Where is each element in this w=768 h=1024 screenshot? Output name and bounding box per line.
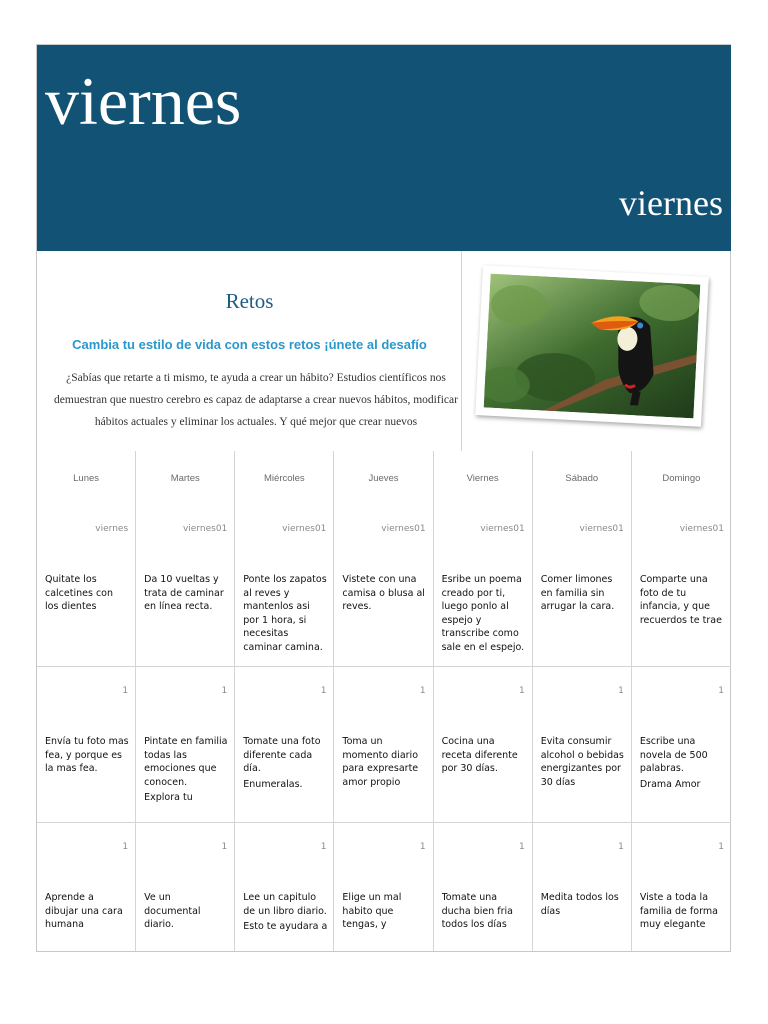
- calendar-cell[interactable]: [136, 451, 235, 666]
- header-subtitle: viernes: [619, 183, 723, 223]
- day-name: Domingo: [662, 473, 701, 484]
- day-number: viernes01: [579, 524, 624, 534]
- day-number: 1: [122, 842, 129, 852]
- challenge-text: [342, 735, 426, 819]
- challenge-text: [442, 891, 526, 949]
- challenge-text: [144, 891, 228, 949]
- day-number: 1: [221, 686, 228, 696]
- challenge-main: Pintate en familia todas las emociones que conocen.: [144, 736, 228, 788]
- day-number: 1: [320, 842, 327, 852]
- challenge-text: [45, 735, 129, 819]
- calendar-cell[interactable]: [533, 823, 632, 951]
- day-name: Viernes: [466, 473, 499, 484]
- photo-frame: [479, 271, 715, 431]
- challenge-text: [442, 735, 526, 819]
- day-name: Miércoles: [264, 473, 305, 484]
- calendar-cell[interactable]: [37, 823, 136, 951]
- challenge-text: [541, 573, 625, 665]
- challenge-main: Medita todos los días: [540, 892, 619, 917]
- challenge-text: [640, 891, 725, 949]
- challenge-main: Da 10 vueltas y trata de caminar en línea recta.: [144, 574, 224, 612]
- challenge-main: Viste a toda la familia de forma muy elegante: [639, 892, 718, 930]
- challenge-main: Toma un momento diario para expresarte amor propio: [342, 736, 419, 788]
- calendar-cell[interactable]: [632, 667, 731, 822]
- calendar-cell[interactable]: [434, 667, 533, 822]
- day-number: 1: [419, 842, 426, 852]
- day-number: viernes01: [679, 524, 724, 534]
- intro-title: Retos: [225, 289, 274, 313]
- challenge-main: Comer limones en familia sin arrugar la cara.: [540, 574, 615, 612]
- calendar-cell[interactable]: [37, 451, 136, 666]
- day-number: viernes01: [480, 524, 525, 534]
- day-number: 1: [320, 686, 327, 696]
- calendar-page: [36, 44, 731, 952]
- challenge-text: [144, 573, 228, 665]
- day-number: 1: [221, 842, 228, 852]
- challenge-text: [144, 735, 228, 819]
- header-title: viernes: [45, 63, 242, 139]
- calendar-cell[interactable]: [533, 451, 632, 666]
- intro-subtitle: Cambia tu estilo de vida con estos retos ¡únete al desafío: [72, 337, 427, 352]
- day-number: 1: [718, 686, 724, 696]
- day-number: 1: [419, 686, 426, 696]
- header-banner: [37, 45, 731, 251]
- challenge-main: Ponte los zapatos al reves y mantenlos asi por 1 hora, si necesitas caminar camina.: [243, 574, 327, 653]
- challenge-text: [442, 573, 526, 665]
- challenge-text: [243, 735, 327, 819]
- day-number: viernes01: [282, 524, 327, 534]
- calendar-cell[interactable]: [334, 823, 433, 951]
- challenge-main: Vistete con una camisa o blusa al reves.: [342, 574, 425, 612]
- calendar-cell[interactable]: [136, 667, 235, 822]
- intro-section: [37, 251, 462, 451]
- calendar-cell[interactable]: [632, 823, 731, 951]
- day-name: Lunes: [73, 473, 100, 484]
- challenge-main: Ve un documental diario.: [144, 892, 201, 930]
- challenge-main: Quitate los calcetines con los dientes: [45, 574, 114, 612]
- challenge-main: Escribe una novela de 500 palabras.: [639, 736, 708, 774]
- day-number: 1: [618, 686, 624, 696]
- toucan-photo: [475, 265, 709, 427]
- calendar-week-1: [37, 451, 731, 667]
- challenge-main: Elige un mal habito que tengas, y: [342, 892, 402, 930]
- challenge-extra: Esto te ayudara a: [243, 921, 328, 932]
- calendar-cell[interactable]: [334, 451, 433, 666]
- challenge-text: [45, 891, 129, 949]
- challenge-text: [45, 573, 129, 665]
- calendar-cell[interactable]: [533, 667, 632, 822]
- calendar-cell[interactable]: [334, 667, 433, 822]
- calendar-week-2: [37, 667, 731, 823]
- day-number: 1: [618, 842, 624, 852]
- challenge-text: [640, 573, 725, 665]
- day-name: Sábado: [565, 473, 599, 484]
- challenge-extra: Explora tu: [144, 792, 193, 803]
- challenge-main: Cocina una receta diferente por 30 días.: [441, 736, 518, 774]
- day-name: Martes: [170, 473, 200, 484]
- challenge-main: Tomate una foto diferente cada día.: [243, 736, 321, 774]
- toucan-image: [484, 274, 701, 419]
- challenge-main: Esribe un poema creado por ti, luego ponlo al espejo y transcribe como sale en el espejo.: [441, 574, 525, 653]
- day-number: 1: [518, 842, 525, 852]
- calendar-cell[interactable]: [632, 451, 731, 666]
- challenge-text: [640, 735, 725, 819]
- calendar-week-3: [37, 823, 731, 951]
- intro-body: ¿Sabías que retarte a ti mismo, te ayuda a crear un hábito? Estudios científicos nos demuestran que nuestro cerebro es capaz de adaptarse a crear nuevos hábitos, modificar hábitos actuales y eliminar los actuales. Y qué mejor que crear nuevos: [54, 372, 458, 428]
- challenge-main: Comparte una foto de tu infancia, y que recuerdos te trae: [639, 574, 722, 626]
- challenge-text: [342, 891, 426, 949]
- challenge-text: [541, 735, 625, 819]
- day-name: Jueves: [368, 473, 399, 484]
- calendar-cell[interactable]: [235, 823, 334, 951]
- calendar-cell[interactable]: [434, 451, 533, 666]
- challenge-text: [243, 891, 327, 949]
- day-number: viernes01: [381, 524, 426, 534]
- challenge-main: Envía tu foto mas fea, y porque es la mas fea.: [45, 736, 129, 774]
- challenge-extra: Drama Amor: [639, 778, 701, 790]
- calendar-cell[interactable]: [37, 667, 136, 822]
- day-number: viernes: [95, 524, 129, 534]
- challenge-main: Tomate una ducha bien fria todos los días: [441, 892, 513, 930]
- calendar-cell[interactable]: [235, 667, 334, 822]
- challenge-main: Evita consumir alcohol o bebidas energizantes por 30 días: [540, 736, 624, 788]
- challenge-extra: Enumeralas.: [243, 778, 303, 790]
- day-number: 1: [122, 686, 129, 696]
- calendar-cell[interactable]: [235, 451, 334, 666]
- challenge-main: Aprende a dibujar una cara humana: [45, 892, 123, 930]
- challenge-calendar: [37, 451, 731, 951]
- day-number: 1: [518, 686, 525, 696]
- day-number: 1: [718, 842, 724, 852]
- challenge-main: Lee un capitulo de un libro diario.: [243, 892, 327, 917]
- calendar-cell[interactable]: [434, 823, 533, 951]
- challenge-text: [342, 573, 426, 665]
- calendar-cell[interactable]: [136, 823, 235, 951]
- challenge-text: [541, 891, 625, 949]
- day-number: viernes01: [182, 524, 228, 534]
- challenge-text: [243, 573, 327, 665]
